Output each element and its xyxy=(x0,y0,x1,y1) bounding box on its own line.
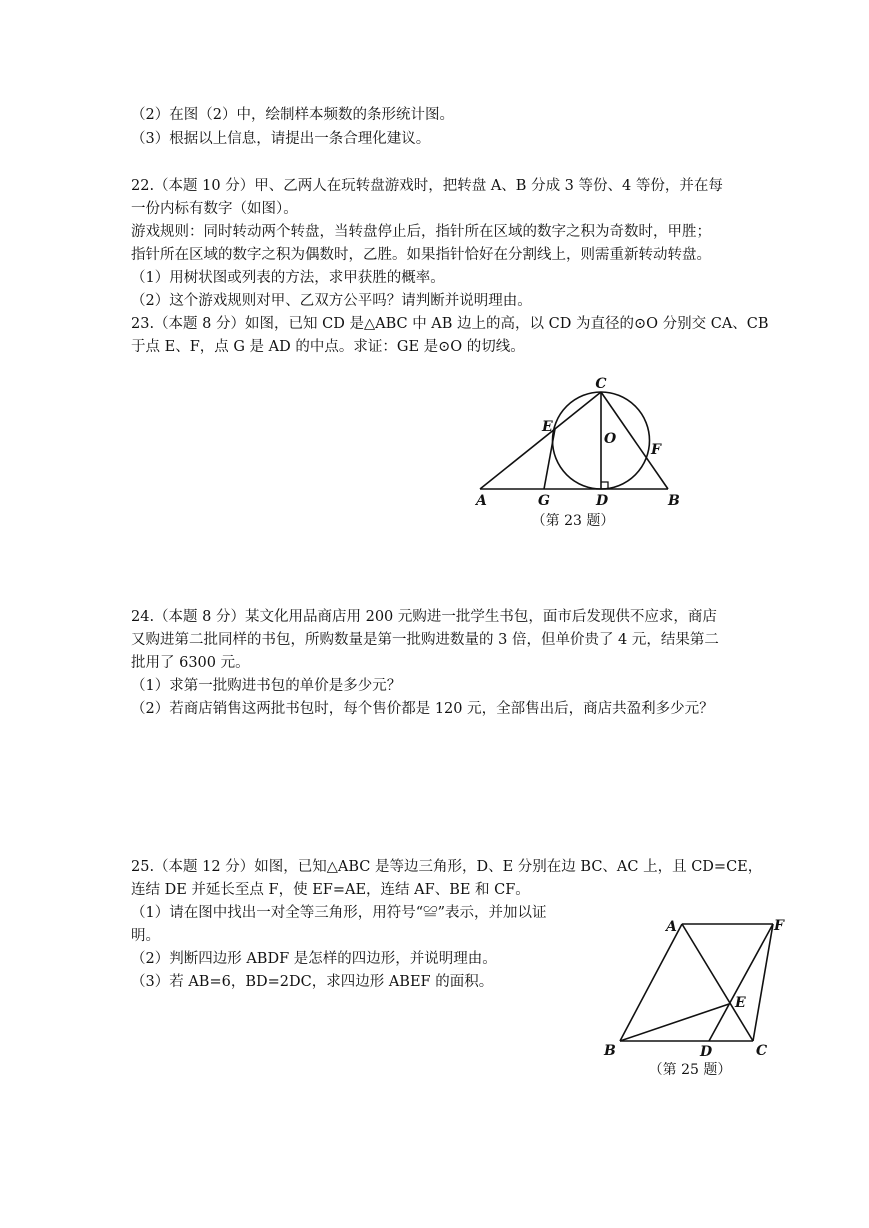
q23-segment-ge xyxy=(544,429,555,489)
q23-label-o: O xyxy=(604,431,617,447)
q22-line1: 22.（本题 10 分）甲、乙两人在玩转盘游戏时，把转盘 A、B 分成 3 等份、4 等份，并在每 xyxy=(131,178,723,194)
q25-part2: （2）判断四边形 ABDF 是怎样的四边形，并说明理由。 xyxy=(131,951,497,967)
q22-part2: （2）这个游戏规则对甲、乙双方公平吗？请判断并说明理由。 xyxy=(131,293,532,309)
q24-line2: 又购进第二批同样的书包，所购数量是第一批购进数量的 3 倍，但单价贵了 4 元，结果第二 xyxy=(131,632,719,648)
q23-label-a: A xyxy=(476,493,487,509)
q24-part2: （2）若商店销售这两批书包时，每个售价都是 120 元，全部售出后，商店共盈利多少元？ xyxy=(131,701,714,717)
q21-part3: （3）根据以上信息，请提出一条合理化建议。 xyxy=(131,131,431,147)
q25-line2: 连结 DE 并延长至点 F，使 EF=AE，连结 AF、BE 和 CF。 xyxy=(131,882,530,898)
q25-part1: （1）请在图中找出一对全等三角形，用符号“≌”表示，并加以证 xyxy=(131,905,547,921)
q22-line2: 一份内标有数字（如图）。 xyxy=(131,201,298,217)
q23-diagram xyxy=(468,372,698,534)
q25-part3: （3）若 AB=6，BD=2DC，求四边形 ABEF 的面积。 xyxy=(131,974,494,990)
q25-label-d: D xyxy=(700,1044,713,1060)
q24-line1: 24.（本题 8 分）某文化用品商店用 200 元购进一批学生书包，面市后发现供不应求，商店 xyxy=(131,609,717,625)
q21-part2: （2）在图（2）中，绘制样本频数的条形统计图。 xyxy=(131,107,454,123)
q25-segment-ac xyxy=(682,924,753,1041)
q23-caption: （第 23 题） xyxy=(531,513,615,529)
q23-segment-ac xyxy=(480,392,601,489)
q25-label-c: C xyxy=(756,1043,768,1059)
q23-label-e: E xyxy=(542,419,553,435)
q25-label-a: A xyxy=(666,919,677,935)
q25-part1-cont: 明。 xyxy=(131,928,160,944)
q23-figure xyxy=(468,372,698,534)
q23-label-d: D xyxy=(596,493,609,509)
q23-label-b: B xyxy=(668,493,680,509)
q23-line2: 于点 E、F，点 G 是 AD 的中点。求证：GE 是⊙O 的切线。 xyxy=(131,339,525,355)
q22-line4: 指针所在区域的数字之积为偶数时，乙胜。如果指针恰好在分割线上，则需重新转动转盘。 xyxy=(131,247,711,263)
q23-label-c: C xyxy=(595,376,607,392)
q25-label-b: B xyxy=(604,1043,616,1059)
q25-label-f: F xyxy=(774,918,784,934)
q25-label-e: E xyxy=(735,995,746,1011)
q25-line1: 25.（本题 12 分）如图，已知△ABC 是等边三角形，D、E 分别在边 BC、AC 上，且 CD=CE， xyxy=(131,859,763,875)
q25-figure xyxy=(598,906,798,1082)
q23-line1: 23.（本题 8 分）如图，已知 CD 是△ABC 中 AB 边上的高，以 CD 为直径的⊙O 分别交 CA、CB xyxy=(131,316,769,332)
q24-part1: （1）求第一批购进书包的单价是多少元？ xyxy=(131,678,402,694)
q24-line3: 批用了 6300 元。 xyxy=(131,655,250,671)
q23-label-g: G xyxy=(538,493,550,509)
q25-diagram xyxy=(598,906,798,1082)
q23-label-f: F xyxy=(651,442,661,458)
q22-line3: 游戏规则：同时转动两个转盘，当转盘停止后，指针所在区域的数字之积为奇数时，甲胜； xyxy=(131,224,711,240)
q22-part1: （1）用树状图或列表的方法，求甲获胜的概率。 xyxy=(131,270,445,286)
q25-caption: （第 25 题） xyxy=(648,1062,732,1078)
